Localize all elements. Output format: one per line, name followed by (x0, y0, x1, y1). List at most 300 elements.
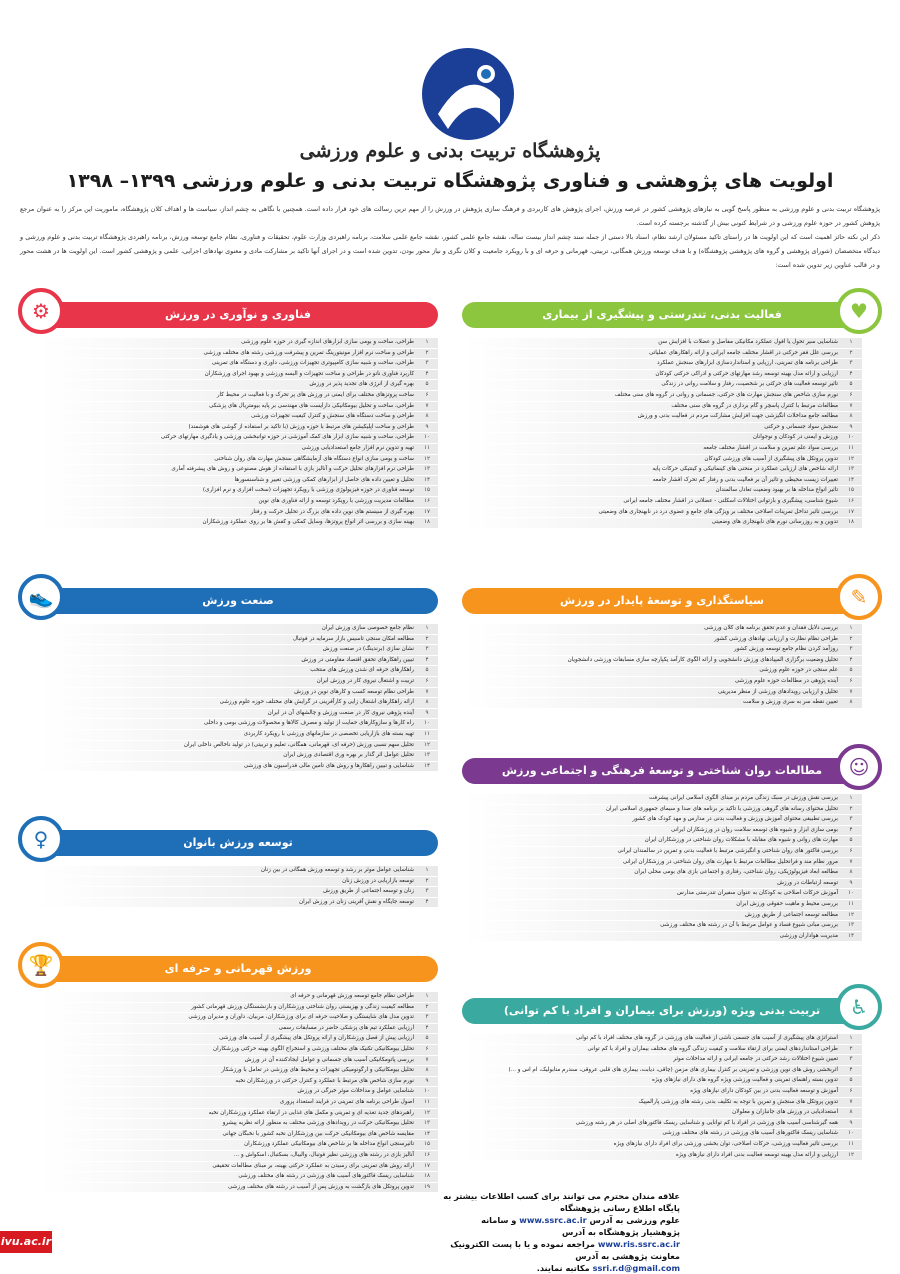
item-number: ۲ (425, 349, 429, 356)
list-item (462, 1129, 862, 1139)
item-text: بررسی دلایل فقدان و عدم تحقق برنامه های کلان ورزشی (704, 625, 838, 631)
item-number: ۶ (425, 1045, 429, 1052)
list-item (462, 921, 862, 931)
institute-logo (418, 44, 518, 144)
list-item (38, 486, 438, 496)
item-text: تدوین پروتکل های بازگشت به ورزش پس از آسیب در رشته های مختلف ورزشی (227, 1183, 414, 1190)
list-item (38, 338, 438, 348)
item-number: ۱۸ (423, 519, 430, 526)
item-text: راهبردهای جدید تغذیه ای و تمرینی و مکمل های غذایی در ارتقاء عملکرد ورزشکاران نخبه (208, 1109, 414, 1116)
section-header (33, 827, 438, 856)
item-number: ۳ (849, 646, 853, 653)
list-item (462, 497, 862, 507)
list-item (462, 423, 862, 433)
item-text: تحلیل عوامل اثر گذار بر بهره وری اقتصادی ورزش ایران (283, 752, 414, 759)
item-number: ۵ (425, 667, 429, 674)
section-items (38, 866, 438, 907)
contact-text: علوم ورزشی به آدرس (589, 1215, 680, 1225)
item-number: ۱۴ (847, 476, 854, 483)
item-text: تحلیل سهم نسبی ورزش (حرفه ای، قهرمانی، همگانی، تعلیم و تربیتی) در تولید ناخالص داخلی ایران (183, 741, 414, 748)
item-text: تحلیل و ارزیابی رویدادهای ورزشی از منظر مدیریتی (717, 688, 838, 695)
list-item (38, 698, 438, 708)
item-number: ۹ (425, 423, 429, 430)
item-number: ۶ (849, 677, 853, 684)
item-text: نشان سازی (برندینگ) در صنعت ورزش (322, 646, 414, 653)
intro-paragraph: پژوهشگاه تربیت بدنی و علوم ورزشی به منظور پاسخ گویی به نیازهای پژوهشی کشور در عرصه ورزش، اجرای پژوهش های کاربردی و فرهنگ سازی پژوهش در ورزش را از مهم ترین رسالت های خود قرار داده است. همچنین با نگاهی به چشم انداز، سیاست ها و اهداف کلان پژوهشگاه، ماموریت این مرکز را به عنوان مرجع پژوهش کشور در حوزه علوم ورزشی و در شرایط کنونی بیش از گذشته برجسته کرده است. (20, 205, 880, 227)
item-number: ۱۳ (423, 752, 430, 759)
list-item (462, 486, 862, 496)
list-item (38, 497, 438, 507)
list-item (462, 1076, 862, 1086)
item-number: ۱ (425, 339, 429, 345)
item-text: تدوین پروتکل های پیشگیری از آسیب های ورزشی کودکان (704, 455, 838, 462)
item-text: زنان و توسعه اجتماعی از طریق ورزش (323, 888, 414, 895)
item-number: ۵ (849, 837, 853, 844)
item-text: تغییرات زیست محیطی و تاثیر آن بر فعالیت بدنی و رفتار کم تحرک اقشار جامعه (652, 476, 838, 483)
item-text: ارزیابی و ارائه مدل بهینه توسعه رشد مهارتهای حرکتی و ادراکی حرکتی کودکان (655, 370, 838, 377)
list-item (462, 1087, 862, 1097)
item-number: ۴ (425, 370, 429, 377)
item-text: تهیه بسته های بازاریابی تخصصی در سازمانهای ورزشی با رویکرد کاربردی (243, 730, 414, 737)
item-number: ۱۴ (423, 1130, 430, 1137)
list-item (38, 465, 438, 475)
item-number: ۱ (849, 339, 853, 345)
email-link[interactable]: ssri.r.d@gmail.com (592, 1263, 680, 1273)
list-item (462, 698, 862, 708)
section-title: صنعت ورزش (202, 594, 274, 607)
item-text: ارزیابی عملکرد تیم های پزشکی حاضر در مسابقات رسمی (278, 1024, 414, 1031)
list-item (38, 1109, 438, 1119)
section-special-pe (462, 995, 868, 1161)
item-text: ساخت و بومی سازی انواع دستگاه های آزمایشگاهی سنجش مهارت های روان شناختی (214, 455, 414, 462)
item-number: ۱۱ (423, 730, 430, 737)
list-item (38, 730, 438, 740)
item-number: ۱ (849, 795, 853, 801)
item-text: بهره گیری از انرژی های تجدید پذیر در ورزش (309, 381, 414, 388)
item-number: ۱۳ (847, 466, 854, 473)
item-number: ۵ (849, 381, 853, 388)
item-number: ۱۰ (847, 434, 854, 441)
contact-line: علاقه مندان محترم می توانند برای کسب اطلاعات بیشتر به پایگاه اطلاع رسانی پژوهشگاه (443, 1191, 680, 1213)
item-number: ۱۳ (847, 922, 854, 929)
list-item (38, 887, 438, 897)
list-item (462, 391, 862, 401)
website-link[interactable]: www.ssrc.ac.ir (519, 1215, 587, 1225)
list-item (38, 762, 438, 772)
institute-name: پژوهشگاه تربیت بدنی و علوم ورزشی (299, 140, 601, 162)
item-text: طراحی نظام توسعه کسب و کارهای نوین در ورزش (294, 688, 414, 695)
list-item (462, 1151, 862, 1161)
item-number: ۵ (425, 381, 429, 388)
section-title: فناوری و نوآوری در ورزش (165, 308, 311, 321)
item-text: تدوین پروتکل های سنجش و تمرین با توجه به تکلیف بدنی رشته های ورزشی پارالمپیک (638, 1098, 838, 1105)
item-text: آنالیز بازی در رشته های ورزشی نظیر فوتبال، والیبال، بسکتبال، اسکواش و ... (233, 1151, 414, 1158)
item-text: طراحی نظام نظارت و ارزیابی نهادهای ورزشی کشور (714, 635, 838, 642)
item-text: مقایسه شاخص های بیومکانیکی حرکت بین ورزشکاران نخبه کشور با نخبگان جهانی (222, 1130, 414, 1137)
section-title: توسعه ورزش بانوان (183, 836, 293, 849)
item-text: علم سنجی در حوزه علوم ورزشی (759, 667, 838, 674)
list-item (38, 877, 438, 887)
list-item (38, 359, 438, 369)
list-item (462, 1108, 862, 1118)
item-text: بررسی تاثیر تداخل تمرینات اصلاحی مختلف بر ویژگی های جامع و عضوی درد در نابهنجاری های وضعیتی (598, 508, 838, 515)
item-text: تهیه و تدوین نرم افزار جامع استعدادیابی ورزشی (301, 444, 414, 451)
intro-text (20, 202, 880, 272)
research-system-link[interactable]: www.ris.ssrc.ac.ir (597, 1239, 680, 1249)
item-text: استعدادیابی در ورزش های جانبازان و معلولان (732, 1109, 838, 1116)
item-text: طراحی، ساخت و تحلیل بیومکانیکی دارایست های مهندسی بر پایه بیومتریال های پزشکی (209, 402, 414, 409)
item-number: ۵ (849, 667, 853, 674)
list-item (462, 889, 862, 899)
intro-paragraph: ذکر این نکته حائز اهمیت است که این اولویت ها در راستای تاکید مسئولان ارشد نظام، اسناد بالا دستی از جمله سند چشم انداز بیست ساله، نقشه جامع علمی کشور، نقشه جامع علمی سلامت، برنامه راهبردی وزارت علوم، تحقیقات و فناوری، نظام جامع توسعه ورزش، برنامه راهبردی پژوهشگاه تربیت بدنی و علوم ورزشی و دیدگاه متخصصان (شورای پژوهشی و گروه های پژوهشی پژوهشگاه) و با هدف توسعه ورزش همگانی، تربیتی، قهرمانی و حرفه ای و با رویکرد جامعیت و کلان نگری و نیاز محور بودن، تدوین شده است و در اجرای آنها تاکید بر مشارکت مادی و معنوی نهادهای اجرایی، علمی و پژوهشی کشور است. این اولویت ها در هشت محور و در قالب عناوین زیر تدوین شده است: (20, 233, 880, 269)
item-text: توسعه فناوری در حوزه فیزیولوژی ورزشی با رویکرد تجهیزات (سخت افزاری و نرم افزاری) (202, 487, 414, 494)
item-number: ۱۲ (423, 1109, 430, 1116)
section-title: سیاستگذاری و توسعهٔ پایدار در ورزش (560, 594, 764, 607)
item-number: ۱۲ (847, 911, 854, 918)
item-text: مطالعات مدیریت ورزشی با رویکرد توسعه و ارائه فناوری های نوین (258, 497, 414, 504)
item-text: مدیریت هواداران ورزشی (779, 932, 838, 939)
list-item (38, 1162, 438, 1172)
list-item (462, 1140, 862, 1150)
item-number: ۳ (849, 360, 853, 367)
item-number: ۳ (849, 816, 853, 823)
section-header (462, 995, 868, 1024)
list-item (38, 1045, 438, 1055)
item-text: طراحی و ساخت دستگاه های سنجش و کنترل کیفیت تجهیزات ورزشی (251, 413, 414, 420)
item-text: بررسی تطبیقی محتوای آموزش ورزش و فعالیت بدنی در مدارس و مهد کودک های کشور (632, 816, 838, 823)
item-number: ۱۰ (423, 1088, 430, 1095)
list-item (462, 508, 862, 518)
item-text: بررسی مبانی شیوع فساد و عوامل مرتبط با آن در رشته های مختلف ورزشی (660, 922, 838, 929)
list-item (38, 1077, 438, 1087)
section-items (38, 624, 438, 771)
section-championship (28, 953, 438, 1193)
item-text: طراحی نرم افزارهای تحلیل حرکت و آنالیز بازی با استفاده از هوش مصنوعی و روش های پیشرفته آماری (171, 466, 414, 473)
item-number: ۲ (425, 877, 429, 884)
item-text: مطالعات مرتبط با کنترل پاسچر و گام برداری در گروه های سنی مختلف (671, 402, 838, 409)
item-text: آینده پژوهی در مطالعات حوزه علوم ورزشی (734, 677, 838, 684)
item-number: ۱۰ (847, 890, 854, 897)
item-number: ۳ (849, 1056, 853, 1063)
section-items (462, 1034, 862, 1160)
item-number: ۲ (849, 1045, 853, 1052)
item-text: تدوین بسته راهنمای تمرینی و فعالیت ورزشی ویژه گروه های دارای نیازهای ویژه (651, 1077, 838, 1084)
item-number: ۲ (425, 1003, 429, 1010)
item-number: ۱۶ (423, 497, 430, 504)
section-header (462, 755, 870, 784)
list-item (462, 1055, 862, 1065)
item-text: بررسی سواد علم تمرین و سلامت در اقشار مختلف جامعه (703, 444, 838, 451)
item-number: ۱۵ (847, 487, 854, 494)
list-item (38, 656, 438, 666)
item-number: ۸ (849, 699, 853, 706)
item-text: طراحی استانداردهای ایمنی برای ارتقاء سلامت و کیفیت زندگی گروه های مختلف بیماران و افراد با کم توانی (587, 1045, 838, 1052)
item-text: تاثیر انواع مداخله ها بر بهبود وضعیت تعادل سالمندان (715, 487, 838, 494)
item-text: تعیین نقطه سر به سری ورزش و سلامت (743, 699, 838, 706)
item-text: تحلیل محتوای رسانه های گروهی ورزشی با تاکید بر برنامه های صدا و سیمای جمهوری اسلامی ایران (605, 805, 838, 812)
list-item (462, 1119, 862, 1129)
list-item (38, 719, 438, 729)
item-number: ۱۸ (423, 1173, 430, 1180)
section-title: مطالعات روان شناختی و توسعهٔ فرهنگی و اجتماعی ورزش (501, 764, 823, 777)
item-text: مهارت های روانی و شیوه های مقابله با مشکلات روان شناختی در ورزشکاران ایران (644, 837, 838, 844)
section-header (462, 585, 868, 614)
list-item (38, 688, 438, 698)
list-item (38, 1087, 438, 1097)
item-number: ۱۲ (423, 741, 430, 748)
list-item (38, 751, 438, 761)
section-header (28, 953, 438, 982)
item-number: ۱۲ (423, 455, 430, 462)
list-item (462, 1034, 862, 1044)
list-item (38, 1172, 438, 1182)
item-text: شناسایی ریسک فاکتورهای آسیب های ورزشی در رشته های مختلف ورزشی (238, 1173, 414, 1180)
item-number: ۴ (849, 1066, 853, 1073)
item-text: طراحی، ساخت و شبیه سازی کامپیوتری تجهیزات ورزشی، داوری و دستگاه های تمرینی (211, 360, 414, 367)
list-item (38, 476, 438, 486)
item-number: ۶ (425, 677, 429, 684)
item-text: تحلیل بیومکانیکی تکنیک های مختلف ورزشی و استخراج الگوی بهینه حرکتی ورزشکاران (213, 1045, 414, 1052)
item-text: طراحی و ساخت اپلیکیشن های مرتبط با حوزه ورزش (با تاکید بر استفاده از گوشی های هوشمند) (188, 423, 414, 430)
item-text: بررسی محیط و ماهیت حقوقی ورزش ایران (736, 900, 838, 907)
item-text: شناسایی عوامل موثر بر رشد و توسعه ورزش همگانی در بین زنان (260, 867, 414, 873)
section-title: ورزش قهرمانی و حرفه ای (164, 962, 312, 975)
item-number: ۱۱ (423, 444, 430, 451)
contact-text: مکاتبه نمایند. (536, 1263, 590, 1273)
section-items (462, 338, 862, 528)
item-text: تحلیل وضعیت برگزاری المپیادهای ورزش دانشجویی و ارائه الگوی کارآمد یکپارچه سازی مسابقات ورزشی دانشجویان (567, 656, 838, 663)
list-item (462, 359, 862, 369)
item-text: شیوع شناسی، پیشگیری و بازتوانی اختلالات اسکلتی - عضلانی در اقشار مختلف جامعه ایرانی (623, 497, 838, 504)
item-number: ۸ (849, 1109, 853, 1116)
item-number: ۱۶ (847, 497, 854, 504)
list-item (462, 932, 862, 942)
item-number: ۸ (849, 413, 853, 420)
item-text: بومی سازی ابزار و شیوه های توسعه سلامت روان در ورزشکاران ایرانی (670, 826, 838, 833)
section-items (38, 338, 438, 528)
item-text: ساخت پروتزهای مختلف برای ایمنی در ورزش های پر تحرک و با فعالیت در محیط کار (216, 391, 414, 398)
list-item (462, 455, 862, 465)
item-number: ۱۵ (423, 1141, 430, 1148)
item-text: آموزش حرکات اصلاحی به کودکان به عنوان سفیران تندرستی مدارس (676, 890, 838, 897)
list-item (38, 1013, 438, 1023)
item-number: ۱۷ (423, 508, 430, 515)
list-item (462, 900, 862, 910)
list-item (462, 1098, 862, 1108)
item-number: ۸ (425, 1067, 429, 1074)
item-text: شناسایی سیر تحول یا افول عملکرد مکانیکی مفاصل و عضلات با افزایش سن (658, 339, 838, 345)
section-title: فعالیت بدنی، تندرستی و پیشگیری از بیماری (542, 308, 782, 321)
poster-title: اولویت های پژوهشی و فناوری پژوهشگاه تربیت بدنی و علوم ورزشی ۱۳۹۹– ۱۳۹۸ (66, 170, 834, 192)
item-text: نورم سازی شاخص های سنجش مهارت های حرکتی، جسمانی و روانی در گروه های سنی مختلف (614, 391, 838, 398)
list-item (462, 444, 862, 454)
trophy-icon: 🏆 (18, 942, 64, 988)
brain-gear-icon: ⚙ (18, 288, 64, 334)
item-text: تحلیل بیومکانیکی حرکت در رویدادهای ورزشی مختلف به منظور ارائه نظریه پیشرو (222, 1120, 414, 1127)
item-number: ۸ (425, 413, 429, 420)
list-item (462, 624, 862, 634)
section-physical-activity (462, 299, 868, 529)
item-text: طراحی نظام جامع توسعه ورزش قهرمانی و حرفه ای (290, 993, 414, 999)
list-item (462, 688, 862, 698)
item-text: اثربخشی روش های نوین ورزشی و تمرینی بر کنترل بیماری های مزمن (چاقی، دیابت، بیماری های قلبی عروقی، سندرم متابولیک، ام اس و ...) (508, 1066, 838, 1073)
list-item (462, 338, 862, 348)
list-item (38, 349, 438, 359)
list-item (38, 677, 438, 687)
item-text: مطالعه کیفیت زندگی و بهزیستی روان شناختی ورزشکاران و بازنشستگان ورزش قهرمانی کشور (191, 1003, 414, 1010)
item-text: بهره گیری از سیستم های نوین داده های بزرگ در تحلیل حرکت و رفتار (250, 508, 414, 515)
item-text: بررسی فاکتور های روان شناختی و انگیزشی مرتبط با فعالیت بدنی و تمرین در سالمندان ایرانی (617, 847, 838, 854)
head-icon: ☺ (836, 744, 882, 790)
item-text: همه گیرشناسی آسیب های ورزشی در افراد با کم توانایی و شناسایی ریسک فاکتورهای اصلی در هر رشته ورزشی (575, 1119, 838, 1126)
item-text: ارائه روش های تمرینی برای رسیدن به عملکرد حرکتی بهینه، بر مبنای مطالعات تحقیقی (212, 1162, 414, 1169)
item-text: اصول طراحی برنامه های تمرینی در فرایند استعداد پروری (279, 1098, 414, 1105)
item-text: راه کارها و سازوکارهای حمایت از تولید و مصرف کالاها و محصولات ورزشی بومی و داخلی (203, 720, 414, 727)
list-item (462, 826, 862, 836)
item-number: ۳ (425, 1014, 429, 1021)
item-text: شناسایی و تبیین راهکارها و روش های تامین مالی فدراسیون های ورزشی (243, 762, 414, 769)
list-item (38, 1066, 438, 1076)
item-number: ۱۳ (423, 466, 430, 473)
item-number: ۶ (425, 391, 429, 398)
list-item (38, 635, 438, 645)
item-text: تبیین راهکارهای تحقق اقتصاد مقاومتی در ورزش (301, 656, 414, 663)
item-number: ۱۷ (847, 508, 854, 515)
item-text: ارائه راهکارهای اشتغال زایی و کارآفرینی در گرایش های مختلف حوزه علوم ورزشی (219, 699, 414, 706)
list-item (462, 380, 862, 390)
contact-line (440, 1238, 680, 1262)
list-item (38, 1130, 438, 1140)
list-item (38, 645, 438, 655)
section-items (462, 794, 862, 941)
list-item (462, 794, 862, 804)
item-number: ۱۸ (847, 519, 854, 526)
item-number: ۴ (425, 898, 429, 905)
item-number: ۳ (425, 360, 429, 367)
item-number: ۸ (849, 869, 853, 876)
item-number: ۷ (849, 688, 853, 695)
item-text: آینده پژوهی نیروی کار در صنعت ورزش و چالشهای آن در ایران (267, 709, 414, 716)
item-number: ۲ (849, 805, 853, 812)
item-number: ۵ (849, 1077, 853, 1084)
item-text: توسعه جایگاه و نقش آفرینی زنان در ورزش ایران (299, 898, 414, 905)
item-number: ۱۰ (847, 1130, 854, 1137)
item-text: مطالعه توسعه اجتماعی از طریق ورزش (745, 911, 838, 918)
item-text: آموزش و توسعه فعالیت بدنی در بین کودکان دارای نیازهای ویژه (690, 1087, 838, 1094)
item-number: ۳ (425, 888, 429, 895)
item-text: ارزیابی و ارائه مدل بهینه توسعه فعالیت بدنی افراد دارای نیازهای ویژه (675, 1151, 838, 1158)
item-text: بررسی پاتومکانیکی آسیب های جسمانی و عوامل ایجادکننده آن در ورزش (244, 1056, 414, 1063)
list-item (38, 1098, 438, 1108)
item-number: ۱۲ (847, 455, 854, 462)
item-number: ۴ (849, 370, 853, 377)
item-text: کاربرد فناوری نانو در طراحی و ساخت تجهیزات و البسه ورزشی و بهبود اجرای ورزشکاران (204, 370, 414, 377)
item-text: شناسایی ریسک فاکتورهای آسیب های ورزشی در رشته های مختلف ورزشی (662, 1130, 838, 1137)
item-text: نورم سازی شاخص های مرتبط با عملکرد و کنترل حرکتی در ورزشکاران نخبه (235, 1077, 414, 1084)
item-number: ۶ (849, 1087, 853, 1094)
list-item (38, 709, 438, 719)
item-number: ۱۹ (423, 1183, 430, 1190)
list-item (462, 433, 862, 443)
list-item (462, 465, 862, 475)
list-item (38, 1119, 438, 1129)
section-psychology (462, 755, 870, 942)
list-item (38, 992, 438, 1002)
item-text: راهکارهای حرفه ای شدن ورزش های منتخب (310, 667, 414, 674)
list-item (462, 370, 862, 380)
item-number: ۷ (425, 1056, 429, 1063)
item-text: طراحی و ساخت نرم افزار مونیتورینگ تمرین و پیشرفت ورزشی رشته های مختلف ورزشی (203, 349, 414, 356)
item-text: توسعه ارتباطات در ورزش (777, 879, 838, 886)
list-item (462, 518, 862, 528)
item-number: ۴ (849, 826, 853, 833)
list-item (462, 879, 862, 889)
item-number: ۱۳ (423, 1120, 430, 1127)
item-number: ۱ (425, 625, 429, 631)
list-item (38, 423, 438, 433)
list-item (38, 391, 438, 401)
item-number: ۱۰ (423, 720, 430, 727)
item-text: سنجش سواد جسمانی و حرکتی (764, 423, 838, 430)
item-number: ۹ (849, 1119, 853, 1126)
item-number: ۵ (425, 1035, 429, 1042)
section-technology (32, 299, 438, 529)
list-item (38, 1151, 438, 1161)
item-text: شناسایی عوامل و مداخلات موثر خبرگی در ورزش (297, 1088, 414, 1095)
item-number: ۷ (849, 402, 853, 409)
item-text: طراحی، ساخت و بومی سازی ابزارهای اندازه گیری در حوزه علوم ورزشی (241, 339, 414, 345)
item-number: ۶ (849, 847, 853, 854)
item-number: ۹ (849, 879, 853, 886)
item-text: بررسی نقش ورزش در سبک زندگی مردم بر مبنای الگوی اسلامی ایرانی پیشرفت (648, 795, 838, 801)
list-item (38, 444, 438, 454)
list-item (38, 624, 438, 634)
heart-pulse-icon: ♥ (836, 288, 882, 334)
item-number: ۶ (849, 391, 853, 398)
item-text: ارائه شاخص های ارزیابی عملکرد در منحنی های کینماتیکی و کینتیکی حرکات پایه (652, 466, 838, 473)
list-item (462, 868, 862, 878)
wheelchair-icon: ♿ (836, 984, 882, 1030)
section-title: تربیت بدنی ویژه (ورزش برای بیماران و افراد با کم توانی) (503, 1004, 821, 1017)
item-number: ۹ (425, 709, 429, 716)
item-number: ۱۰ (423, 434, 430, 441)
item-text: مطالعه ابعاد فیزیولوژیکی، روان شناختی، رفتاری و اجتماعی بازی های بومی محلی ایران (634, 869, 838, 876)
section-items (462, 624, 862, 708)
item-number: ۲ (425, 635, 429, 642)
list-item (462, 677, 862, 687)
list-item (462, 656, 862, 666)
item-number: ۱ (849, 1035, 853, 1041)
item-number: ۱۲ (847, 1151, 854, 1158)
item-text: بررسی تاثیر فعالیت ورزشی، حرکات اصلاحی، توان بخشی ورزشی برای افراد دارای نیازهای ویژه (613, 1140, 838, 1147)
list-item (462, 858, 862, 868)
item-text: تاثیرسنجی انواع مداخله ها بر شاخص های بیومکانیکی عملکرد ورزشکاران (244, 1141, 414, 1148)
item-text: بررسی علل فقر حرکتی در اقشار مختلف جامعه ایرانی و ارائه راهکارهای عملیاتی (648, 349, 838, 356)
list-item (38, 741, 438, 751)
item-text: تحلیل بیومکانیکی و ارگونومیکی تجهیزات و محیط های ورزشی در تعامل با ورزشکار (221, 1067, 414, 1074)
list-item (462, 1045, 862, 1055)
item-number: ۳ (425, 646, 429, 653)
ivu-logo: ivu.ac.ir (0, 1231, 52, 1253)
list-item (462, 402, 862, 412)
item-text: تربیت و اشتغال نیروی کار در ورزش ایران (316, 677, 414, 684)
list-item (462, 805, 862, 815)
item-number: ۱۱ (847, 444, 854, 451)
item-number: ۱۴ (423, 762, 430, 769)
list-item (38, 1056, 438, 1066)
item-text: استراتژی های پیشگیری از آسیب های جسمی ناشی از فعالیت های ورزشی در گروه های مختلف افراد با کم توانی (575, 1035, 838, 1041)
contact-text: مراجعه نموده و یا با پست الکترونیک معاونت پژوهشی به آدرس (450, 1239, 680, 1261)
